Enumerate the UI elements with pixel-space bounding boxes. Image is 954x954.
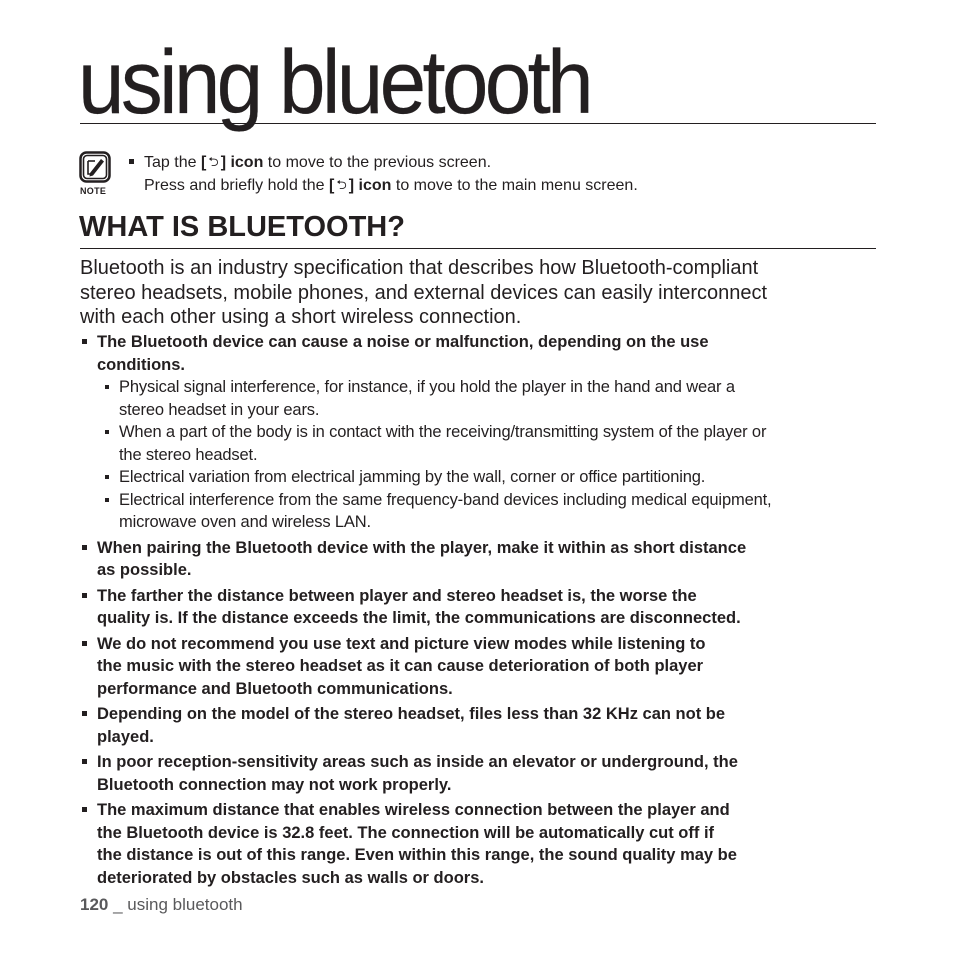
bullet-square-icon — [129, 159, 134, 164]
bullet-square-icon — [82, 711, 87, 716]
page-footer: 120 _ using bluetooth — [80, 895, 243, 914]
bullet-square-icon — [82, 807, 87, 812]
section-heading: WHAT IS BLUETOOTH? — [79, 211, 405, 243]
bullet-square-icon — [82, 759, 87, 764]
section-divider — [80, 248, 876, 249]
list-item: The farther the distance between player and stereo headset is, the worse the quality is. If the distance exceeds the limit, the communications are disconnected. — [80, 585, 876, 630]
list-item: In poor reception-sensitivity areas such as inside an elevator or underground, the Bluetooth connection may not work properly. — [80, 751, 876, 796]
note-pencil-icon — [79, 151, 111, 183]
footer-section-name: using bluetooth — [127, 895, 243, 914]
note-text — [128, 151, 638, 197]
bullet-square-icon — [105, 430, 109, 434]
bullet-square-icon — [105, 385, 109, 389]
bullet-square-icon — [82, 339, 87, 344]
list-item: The Bluetooth device can cause a noise or malfunction, depending on the use conditions. Physical signal interference, for instance, if you hold the player in the hand and wear a stereo headset in your ears. When a part of the body is in contact with the receiving/transmitting system of the player or the stereo headset. Electrical variation from electrical jamming by the wall, corner or office partitioning. Electrical interference from the same frequency-band devices including medical equipment, microwave oven and wireless LAN. — [80, 331, 876, 534]
list-item: Depending on the model of the stereo headset, files less than 32 KHz can not be played. — [80, 703, 876, 748]
bullet-square-icon — [105, 475, 109, 479]
back-arrow-icon: ⮌ — [336, 177, 347, 192]
sub-list-item: Electrical interference from the same frequency-band devices including medical equipment, microwave oven and wireless LAN. — [102, 489, 876, 534]
note-line-previous: Tap the [ ⮌ ] icon to move to the previous screen. — [128, 151, 638, 174]
sub-list-item: Electrical variation from electrical jamming by the wall, corner or office partitioning. — [102, 466, 876, 489]
page-title: using bluetooth — [78, 33, 590, 133]
list-item: The maximum distance that enables wireless connection between the player and the Bluetooth device is 32.8 feet. The connection will be automatically cut off if the distance is out of this range. Even within this range, the sound quality may be deteriorated by obstacles such as walls or doors. — [80, 799, 876, 889]
sub-list-item: When a part of the body is in contact with the receiving/transmitting system of the player or the stereo headset. — [102, 421, 876, 466]
intro-paragraph: Bluetooth is an industry specification that describes how Bluetooth-compliant stereo headsets, mobile phones, and external devices can easily interconnect with each other using a short wireless connection. — [80, 257, 768, 328]
title-divider — [80, 123, 876, 124]
list-item: We do not recommend you use text and picture view modes while listening to the music with the stereo headset as it can cause deterioration of both player performance and Bluetooth communications. — [80, 633, 876, 701]
bullet-square-icon — [105, 498, 109, 502]
caution-list — [80, 331, 876, 892]
note-label: NOTE — [80, 186, 107, 196]
bullet-square-icon — [82, 545, 87, 550]
bullet-square-icon — [82, 641, 87, 646]
page-number: 120 — [80, 895, 109, 914]
list-item: When pairing the Bluetooth device with the player, make it within as short distance as possible. — [80, 537, 876, 582]
bullet-square-icon — [82, 593, 87, 598]
note-line-main-menu: Press and briefly hold the [ ⮌ ] icon to move to the main menu screen. — [128, 174, 638, 197]
sub-list — [102, 376, 876, 534]
back-arrow-icon: ⮌ — [208, 154, 219, 169]
sub-list-item: Physical signal interference, for instance, if you hold the player in the hand and wear a stereo headset in your ears. — [102, 376, 876, 421]
